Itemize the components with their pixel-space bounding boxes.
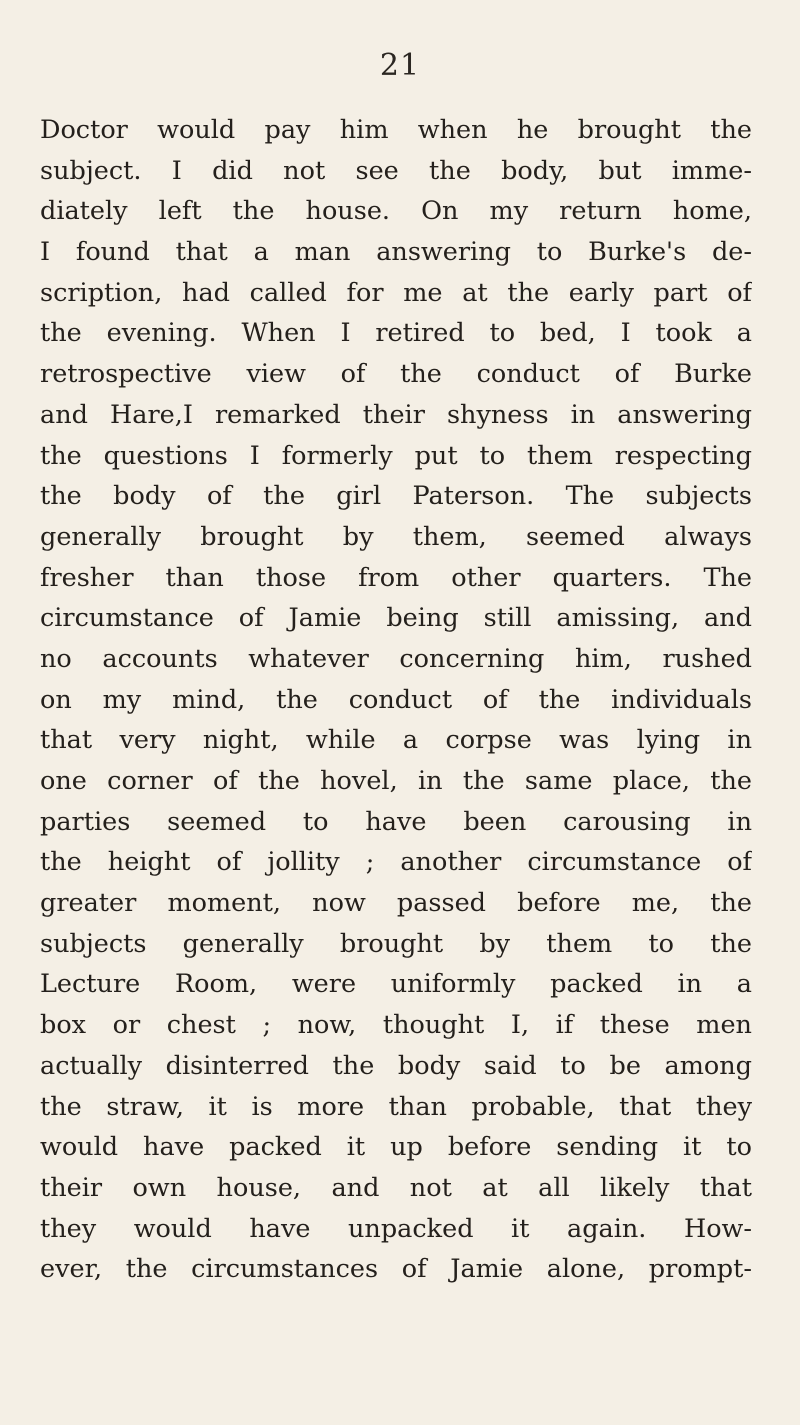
text-line: one corner of the hovel, in the same place, the <box>40 766 752 796</box>
text-line: Doctor would pay him when he brought the <box>40 115 752 145</box>
text-line: retrospective view of the conduct of Burke <box>40 359 752 390</box>
page-number: 21 <box>379 48 421 83</box>
text-line: they would have unpacked it again. How- <box>40 1213 752 1244</box>
body-text <box>40 110 752 1290</box>
text-line: and Hare,I remarked their shyness in answering <box>40 399 752 430</box>
text-line: scription, had called for me at the early part of <box>40 277 752 308</box>
text-line: no accounts whatever concerning him, rushed <box>40 643 752 674</box>
text-line: the questions I formerly put to them respecting <box>40 440 752 471</box>
text-line: the evening. When I retired to bed, I took a <box>40 318 752 349</box>
text-line: subject. I did not see the body, but imme- <box>40 155 752 186</box>
text-line: would have packed it up before sending it to <box>40 1132 752 1163</box>
text-line: that very night, while a corpse was lying in <box>40 725 752 756</box>
text-line: fresher than those from other quarters. The <box>40 562 752 593</box>
text-line: on my mind, the conduct of the individuals <box>40 684 752 715</box>
text-line: the straw, it is more than probable, that they <box>40 1091 752 1122</box>
text-line: diately left the house. On my return home, <box>40 196 752 227</box>
text-line: box or chest ; now, thought I, if these men <box>40 1010 752 1041</box>
text-line: ever, the circumstances of Jamie alone, prompt- <box>40 1254 752 1285</box>
text-line: I found that a man answering to Burke's de- <box>40 237 752 268</box>
text-line: generally brought by them, seemed always <box>40 521 752 552</box>
text-line: the body of the girl Paterson. The subjects <box>40 481 752 512</box>
text-line: Lecture Room, were uniformly packed in a <box>40 969 752 1000</box>
text-line: actually disinterred the body said to be among <box>40 1050 752 1081</box>
text-line: parties seemed to have been carousing in <box>40 806 752 837</box>
text-line: subjects generally brought by them to the <box>40 928 752 959</box>
text-line: the height of jollity ; another circumstance of <box>40 847 752 878</box>
text-line: circumstance of Jamie being still amissing, and <box>40 603 752 634</box>
text-line: their own house, and not at all likely that <box>40 1172 752 1203</box>
text-line: greater moment, now passed before me, the <box>40 888 752 919</box>
